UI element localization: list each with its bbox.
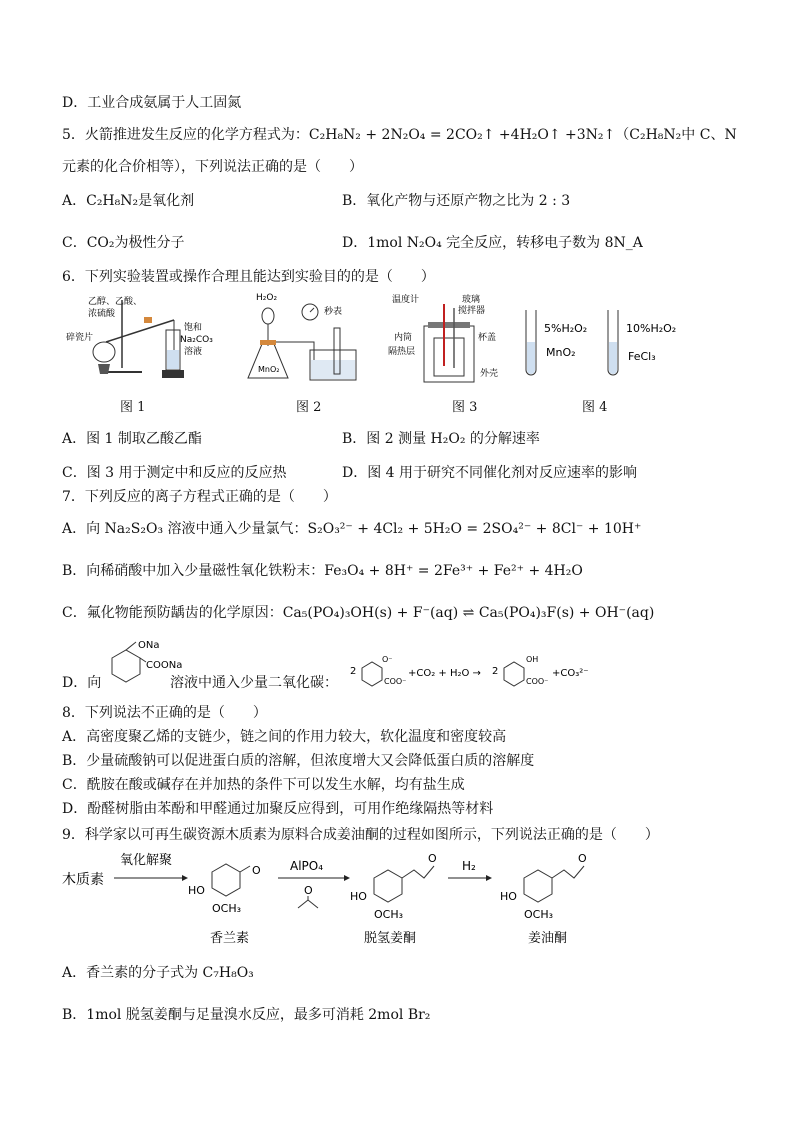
zingerone-ho-label: HO bbox=[500, 890, 517, 903]
q7-option-d-mid: 溶液中通入少量二氧化碳： bbox=[170, 675, 338, 691]
q7-option-b: B．向稀硝酸中加入少量磁性氧化铁粉末：Fe₃O₄ + 8H⁺ = 2Fe³⁺ + Fe²⁺ + 4H₂O bbox=[62, 563, 583, 579]
q7-option-a: A．向 Na₂S₂O₃ 溶液中通入少量氯气：S₂O₃²⁻ + 4Cl₂ + 5H₂O = 2SO₄²⁻ + 8Cl⁻ + 10H⁺ bbox=[62, 521, 642, 537]
q6-stem: 6．下列实验装置或操作合理且能达到实验目的的是（ ） bbox=[62, 269, 435, 285]
fig1-label-acid: 浓硫酸 bbox=[88, 309, 116, 319]
dehydrozingerone-o-label: O bbox=[428, 852, 437, 865]
fig4-label-10pct: 10%H₂O₂ bbox=[626, 322, 677, 335]
name-dehydrozingerone: 脱氢姜酮 bbox=[364, 931, 417, 946]
vanillin-ho-label: HO bbox=[188, 884, 205, 897]
fig4-label-fecl3: FeCl₃ bbox=[628, 350, 656, 363]
q7-struct-coona: COONa bbox=[146, 660, 183, 671]
q7-stem: 7．下列反应的离子方程式正确的是（ ） bbox=[62, 489, 337, 505]
q9-step1-label: 氧化解聚 bbox=[120, 853, 173, 868]
q7-salicylate-structure bbox=[92, 638, 183, 698]
q5-option-d: D．1mol N₂O₄ 完全反应，转移电子数为 8N_A bbox=[342, 235, 643, 251]
fig3-label-shell: 外壳 bbox=[480, 369, 499, 379]
q9-option-b: B．1mol 脱氢姜酮与足量溴水反应，最多可消耗 2mol Br₂ bbox=[62, 1007, 431, 1023]
figure-3-calorimeter bbox=[388, 290, 518, 385]
q7-eq-coef-2: 2 bbox=[492, 666, 499, 677]
vanillin-o-label: O bbox=[252, 864, 261, 877]
q5-option-b: B．氧化产物与还原产物之比为 2 : 3 bbox=[342, 193, 571, 209]
q7-eq-carboxylate-1: COO⁻ bbox=[384, 677, 407, 686]
q7-option-d-equation bbox=[346, 646, 596, 696]
q7-option-c: C．氟化物能预防龋齿的化学原因：Ca₅(PO₄)₃OH(s) + F⁻(aq) ⇌ Ca₅(PO₄)₃F(s) + OH⁻(aq) bbox=[62, 605, 655, 621]
q8-option-b: B．少量硫酸钠可以促进蛋白质的溶解，但浓度增大又会降低蛋白质的溶解度 bbox=[62, 753, 535, 769]
name-zingerone: 姜油酮 bbox=[528, 931, 568, 946]
figure-4-catalyst-tubes bbox=[520, 290, 700, 385]
figure-2-decomposition-apparatus bbox=[240, 288, 360, 383]
q9-start-material: 木质素 bbox=[62, 872, 104, 888]
q9-step3-h2: H₂ bbox=[462, 859, 476, 873]
q7-eq-hydroxyl: OH bbox=[526, 655, 539, 664]
fig2-label-h2o2: H₂O₂ bbox=[256, 293, 278, 303]
q5-stem bbox=[62, 124, 737, 144]
q5-equation: C₂H₈N₂ + 2N₂O₄ = 2CO₂↑ +4H₂O↑ +3N₂↑（C₂H₈N₂中 C、N bbox=[308, 127, 737, 143]
fig2-caption: 图 2 bbox=[296, 400, 322, 415]
q9-step2-alpo4: AlPO₄ bbox=[290, 859, 324, 873]
zingerone-och3-label: OCH₃ bbox=[524, 908, 554, 921]
vanillin-och3-label: OCH₃ bbox=[212, 902, 242, 915]
dehydrozingerone-och3-label: OCH₃ bbox=[374, 908, 404, 921]
q9-stem: 9．科学家以可再生碳资源木质素为原料合成姜油酮的过程如图所示，下列说法正确的是（ ） bbox=[62, 827, 659, 843]
q7-eq-carbonate: +CO₃²⁻ bbox=[552, 668, 589, 679]
zingerone-o-label: O bbox=[578, 852, 587, 865]
fig3-label-insulation: 隔热层 bbox=[388, 347, 416, 357]
q7-eq-carboxylate-2: COO⁻ bbox=[526, 677, 549, 686]
fig4-caption: 图 4 bbox=[582, 400, 608, 415]
fig3-label-inner: 内筒 bbox=[394, 333, 413, 343]
figure-1-ester-apparatus bbox=[62, 290, 212, 382]
fig2-label-mno2: MnO₂ bbox=[258, 365, 280, 374]
q8-option-a: A．高密度聚乙烯的支链少，链之间的作用力较大，软化温度和密度较高 bbox=[62, 729, 507, 745]
q5-option-c: C．CO₂为极性分子 bbox=[62, 235, 185, 251]
q8-option-c: C．酰胺在酸或碱存在并加热的条件下可以发生水解，均有盐生成 bbox=[62, 777, 465, 793]
q8-stem: 8．下列说法不正确的是（ ） bbox=[62, 705, 267, 721]
fig1-label-na2co3: Na₂CO₃ bbox=[180, 335, 213, 345]
q7-option-d-prefix: D．向 bbox=[62, 675, 102, 691]
q7-eq-coef-1: 2 bbox=[350, 666, 357, 677]
q6-option-a: A．图 1 制取乙酸乙酯 bbox=[62, 431, 202, 447]
q6-option-b: B．图 2 测量 H₂O₂ 的分解速率 bbox=[342, 431, 540, 447]
q7-struct-ona: ONa bbox=[138, 640, 160, 651]
q7-eq-phenoxide: O⁻ bbox=[382, 655, 393, 664]
name-vanillin: 香兰素 bbox=[210, 931, 250, 946]
q6-option-d: D．图 4 用于研究不同催化剂对反应速率的影响 bbox=[342, 465, 638, 481]
q8-option-d: D．酚醛树脂由苯酚和甲醛通过加聚反应得到，可用作绝缘隔热等材料 bbox=[62, 801, 494, 817]
fig4-label-mno2: MnO₂ bbox=[546, 346, 576, 359]
fig1-label-reagents: 乙醇、乙酸、 bbox=[88, 297, 143, 307]
fig3-label-lid: 杯盖 bbox=[478, 333, 497, 343]
q7-eq-middle: +CO₂ + H₂O → bbox=[408, 668, 481, 679]
fig1-label-sat: 饱和 bbox=[184, 323, 203, 333]
dehydrozingerone-ho-label: HO bbox=[350, 890, 367, 903]
q5-stem-a: 5．火箭推进发生反应的化学方程式为： bbox=[62, 127, 309, 143]
q4-option-d: D．工业合成氨属于人工固氮 bbox=[62, 95, 242, 111]
fig3-label-thermometer: 温度计 bbox=[392, 295, 420, 305]
q5-option-a: A．C₂H₈N₂是氧化剂 bbox=[62, 193, 195, 209]
fig4-label-5pct: 5%H₂O₂ bbox=[544, 322, 588, 335]
q9-synthesis-scheme bbox=[62, 848, 622, 948]
q6-option-c: C．图 3 用于测定中和反应的反应热 bbox=[62, 465, 287, 481]
fig3-caption: 图 3 bbox=[452, 400, 478, 415]
fig1-caption: 图 1 bbox=[120, 400, 146, 415]
fig1-label-chips: 碎瓷片 bbox=[66, 333, 94, 343]
fig3-label-stirrer: 搅拌器 bbox=[458, 306, 486, 316]
fig2-label-stopwatch: 秒表 bbox=[324, 307, 343, 317]
q9-step2-acetone-o: O bbox=[304, 884, 313, 897]
q5-stem-b: 元素的化合价相等），下列说法正确的是（ ） bbox=[62, 159, 363, 175]
fig3-label-glass: 玻璃 bbox=[462, 295, 481, 305]
q9-option-a: A．香兰素的分子式为 C₇H₈O₃ bbox=[62, 965, 254, 981]
fig1-label-solution: 溶液 bbox=[184, 347, 203, 357]
